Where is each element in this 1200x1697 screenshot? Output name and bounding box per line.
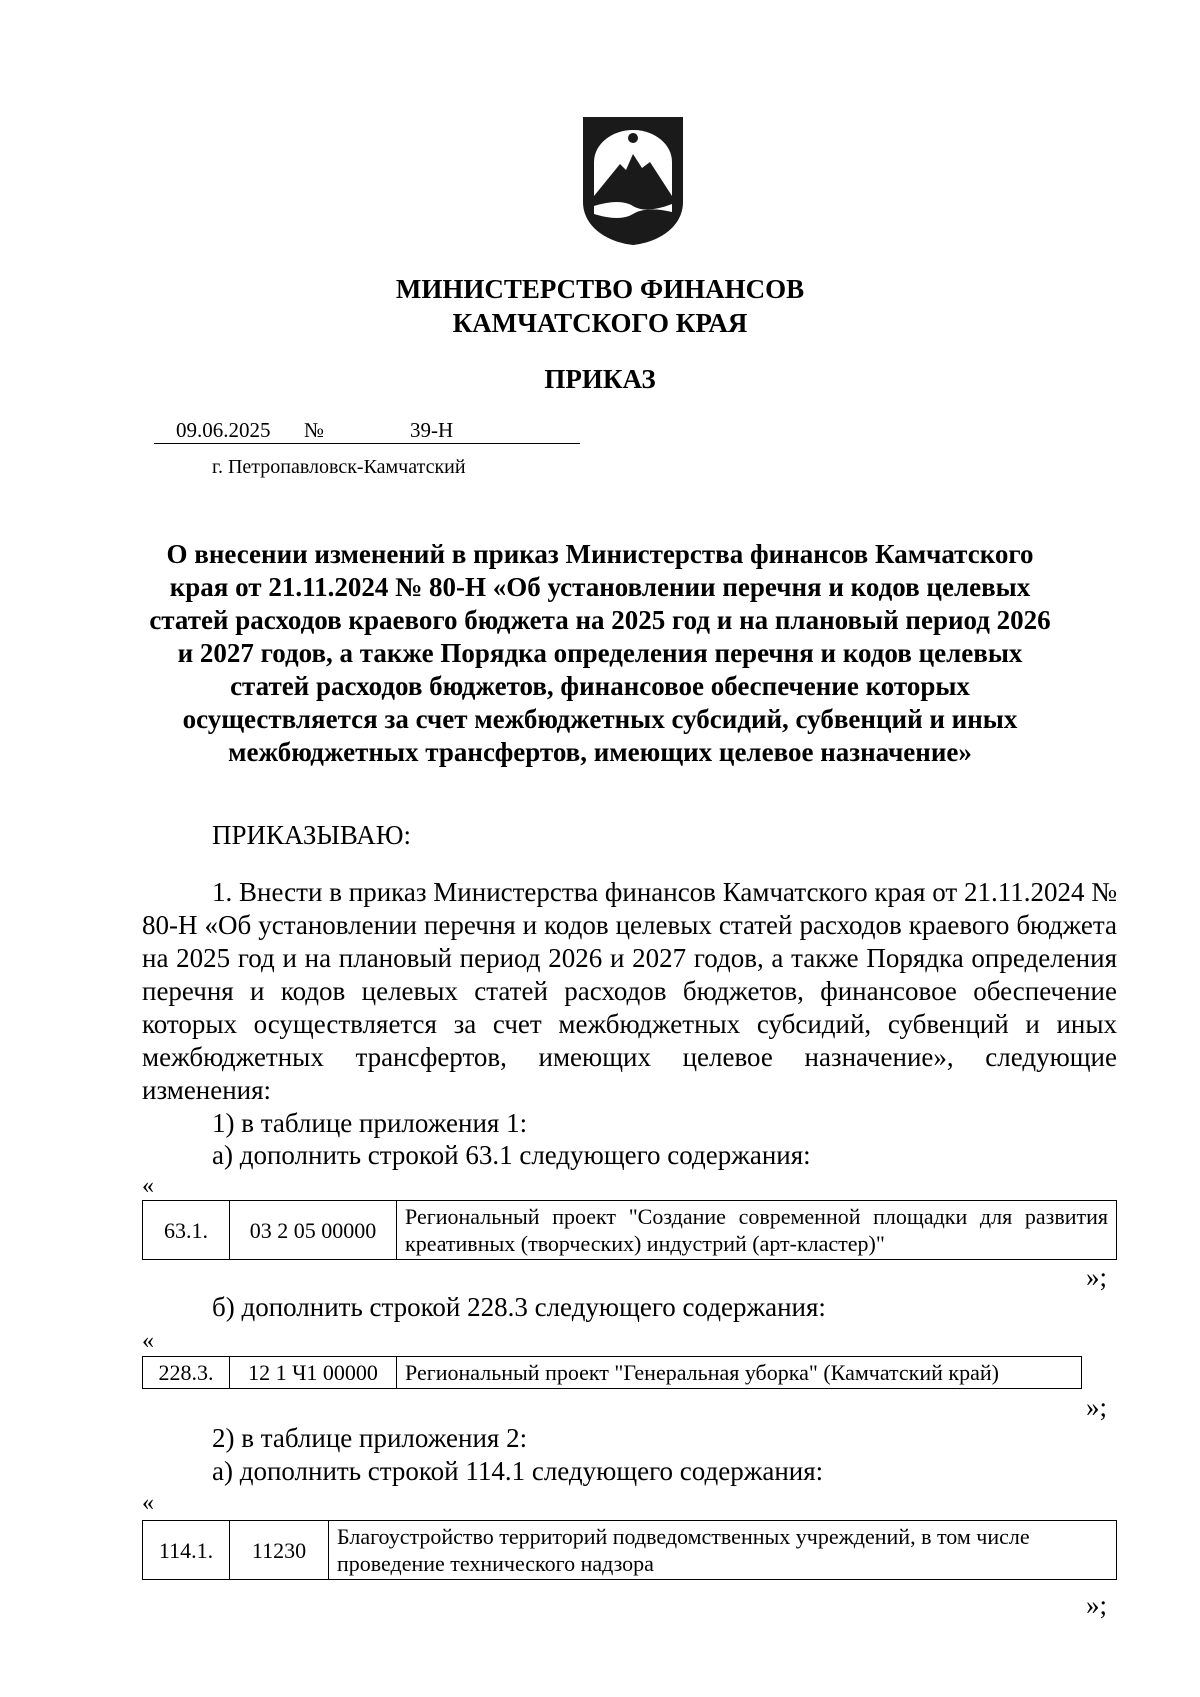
subject-line: О внесении изменений в приказ Министерства финансов Камчатского: [166, 539, 1034, 569]
table-row-63-1: [142, 1200, 1117, 1260]
row-code: 11230: [230, 1521, 329, 1580]
date-number-line: [154, 418, 580, 444]
order-number: 39-Н: [410, 418, 454, 442]
row-code: 12 1 Ч1 00000: [230, 1357, 397, 1389]
paragraph-1: 1. Внести в приказ Министерства финансов Камчатского края от 21.11.2024 № 80-Н «Об установлении перечня и кодов целевых статей расходов краевого бюджета на 2025 год и на плановый период 2026 и 2027 годов, а также Порядка определения перечня и кодов целевых статей расходов бюджетов, финансовое обеспечение которых осуществляется за счет межбюджетных субсидий, субвенций и иных межбюджетных трансфертов, имеющих целевое назначение», следующие изменения:: [142, 877, 1117, 1105]
row-name: Благоустройство территорий подведомственных учреждений, в том числе проведение технического надзора: [329, 1521, 1117, 1580]
row-number: 228.3.: [143, 1357, 230, 1389]
row-name: Региональный проект "Создание современной площадки для развития креативных (творческих) индустрий (арт-кластер)": [397, 1201, 1117, 1260]
kamchatka-coat-of-arms-icon: [580, 114, 686, 248]
subject-line: статей расходов бюджетов, финансовое обеспечение которых: [230, 671, 970, 701]
subject-line: края от 21.11.2024 № 80-Н «Об установлении перечня и кодов целевых: [169, 572, 1031, 602]
number-sign: №: [304, 418, 325, 442]
item-2: 2) в таблице приложения 2:: [212, 1423, 528, 1453]
order-date: 09.06.2025: [176, 418, 271, 442]
subject-line: межбюджетных трансфертов, имеющих целевое назначение»: [228, 737, 972, 767]
ministry-line-1: МИНИСТЕРСТВО ФИНАНСОВ: [395, 274, 805, 304]
row-code: 03 2 05 00000: [230, 1201, 397, 1260]
ministry-line-2: КАМЧАТСКОГО КРАЯ: [452, 308, 748, 338]
open-quote: «: [142, 1490, 154, 1516]
item-1b: б) дополнить строкой 228.3 следующего содержания:: [212, 1292, 826, 1322]
row-number: 63.1.: [143, 1201, 230, 1260]
subject-line: и 2027 годов, а также Порядка определения перечня и кодов целевых: [177, 638, 1023, 668]
order-subject: [0, 538, 1200, 769]
city-name: г. Петропавловск-Камчатский: [212, 456, 466, 478]
open-quote: «: [142, 1173, 154, 1199]
item-1a: а) дополнить строкой 63.1 следующего содержания:: [212, 1140, 811, 1170]
open-quote: «: [142, 1328, 154, 1354]
row-number: 114.1.: [143, 1521, 230, 1580]
row-name: Региональный проект "Генеральная уборка" (Камчатский край): [397, 1357, 1082, 1389]
subject-line: статей расходов краевого бюджета на 2025 год и на плановый период 2026: [149, 605, 1051, 635]
close-quote: »;: [1086, 1590, 1108, 1620]
ministry-name: [0, 272, 1200, 340]
table-row-228-3: [142, 1356, 1082, 1389]
table-row-114-1: [142, 1520, 1117, 1580]
close-quote: »;: [1086, 1262, 1108, 1292]
prikazyvayu-heading: ПРИКАЗЫВАЮ:: [212, 820, 411, 850]
item-2a: а) дополнить строкой 114.1 следующего содержания:: [212, 1456, 824, 1486]
document-type: ПРИКАЗ: [544, 364, 656, 394]
close-quote: »;: [1086, 1392, 1108, 1422]
subject-line: осуществляется за счет межбюджетных субсидий, субвенций и иных: [182, 704, 1018, 734]
item-1: 1) в таблице приложения 1:: [212, 1108, 528, 1138]
